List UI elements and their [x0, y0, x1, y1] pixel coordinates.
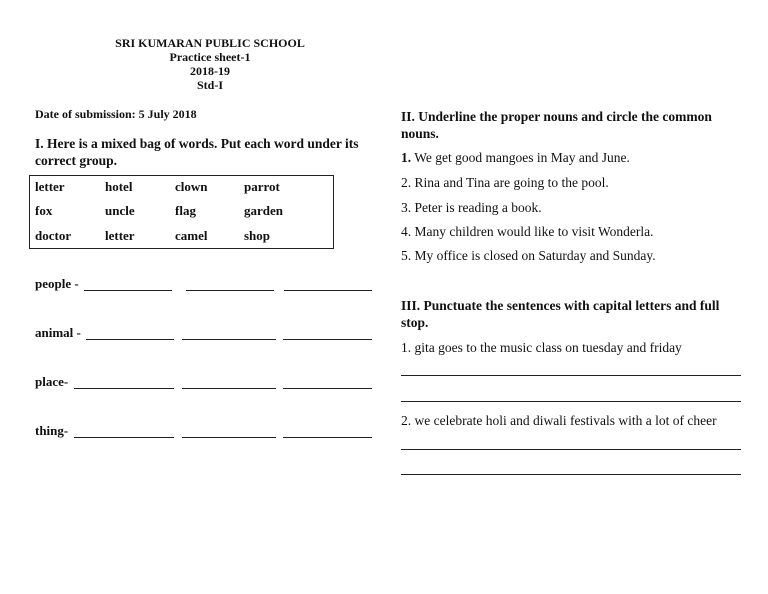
- word-cell: hotel: [105, 179, 133, 194]
- sentence-text: My office is closed on Saturday and Sunday.: [414, 248, 656, 263]
- word-cell: letter: [105, 228, 135, 243]
- section-2-title: II. Underline the proper nouns and circle the common nouns.: [401, 109, 712, 141]
- word-cell: parrot: [244, 179, 280, 194]
- section-1-title: I. Here is a mixed bag of words. Put each word under its correct group.: [35, 136, 359, 168]
- word-cell: garden: [244, 203, 283, 218]
- word-cell: shop: [244, 228, 271, 243]
- class-label: Std-I: [196, 78, 223, 92]
- answer-line[interactable]: [283, 437, 372, 438]
- category-label: animal -: [35, 325, 81, 340]
- category-people: [35, 276, 79, 292]
- sentence-text: We get good mangoes in May and June.: [414, 150, 630, 165]
- answer-line[interactable]: [401, 474, 741, 475]
- word-box: [29, 175, 334, 249]
- answer-line[interactable]: [182, 388, 276, 389]
- date-of-submission: Date of submission: 5 July 2018: [35, 107, 197, 121]
- answer-line[interactable]: [283, 339, 372, 340]
- category-label: people -: [35, 276, 79, 291]
- category-label: thing-: [35, 423, 69, 438]
- answer-line[interactable]: [401, 375, 741, 376]
- category-place: [35, 374, 68, 390]
- answer-line[interactable]: [182, 437, 276, 438]
- academic-year: 2018-19: [190, 64, 230, 78]
- word-cell: camel: [175, 228, 208, 243]
- answer-line[interactable]: [401, 401, 741, 402]
- word-cell: fox: [35, 203, 53, 218]
- sentence-text: Many children would like to visit Wonderla.: [414, 224, 654, 239]
- answer-line[interactable]: [86, 339, 174, 340]
- answer-line[interactable]: [74, 388, 174, 389]
- noun-sentence-4: [401, 224, 654, 240]
- category-label: place-: [35, 374, 69, 389]
- category-thing: [35, 423, 68, 439]
- answer-line[interactable]: [182, 339, 276, 340]
- sentence-number: 4.: [401, 224, 412, 239]
- answer-line[interactable]: [284, 290, 372, 291]
- word-cell: clown: [175, 179, 208, 194]
- sentence-text: Peter is reading a book.: [414, 200, 542, 215]
- sentence-number: 3.: [401, 200, 412, 215]
- word-cell: flag: [175, 203, 196, 218]
- answer-line[interactable]: [74, 437, 174, 438]
- word-cell: doctor: [35, 228, 72, 243]
- word-cell: uncle: [105, 203, 135, 218]
- punctuate-sentence-2: 2. we celebrate holi and diwali festivals with a lot of cheer: [401, 413, 717, 428]
- noun-sentence-5: [401, 248, 656, 264]
- noun-sentence-3: [401, 200, 542, 216]
- answer-line[interactable]: [283, 388, 372, 389]
- noun-sentence-2: [401, 175, 609, 191]
- sentence-number: 5.: [401, 248, 412, 263]
- sentence-text: Rina and Tina are going to the pool.: [414, 175, 609, 190]
- school-name: SRI KUMARAN PUBLIC SCHOOL: [115, 36, 305, 50]
- sheet-title: Practice sheet-1: [169, 50, 251, 64]
- section-3-title: III. Punctuate the sentences with capital letters and full stop.: [401, 298, 720, 330]
- punctuate-sentence-1: 1. gita goes to the music class on tuesday and friday: [401, 340, 682, 355]
- category-animal: [35, 325, 81, 341]
- sentence-number: 2.: [401, 175, 412, 190]
- answer-line[interactable]: [186, 290, 274, 291]
- noun-sentence-1: [401, 150, 630, 166]
- answer-line[interactable]: [84, 290, 172, 291]
- answer-line[interactable]: [401, 449, 741, 450]
- word-cell: letter: [35, 179, 65, 194]
- sentence-number: 1.: [401, 150, 412, 165]
